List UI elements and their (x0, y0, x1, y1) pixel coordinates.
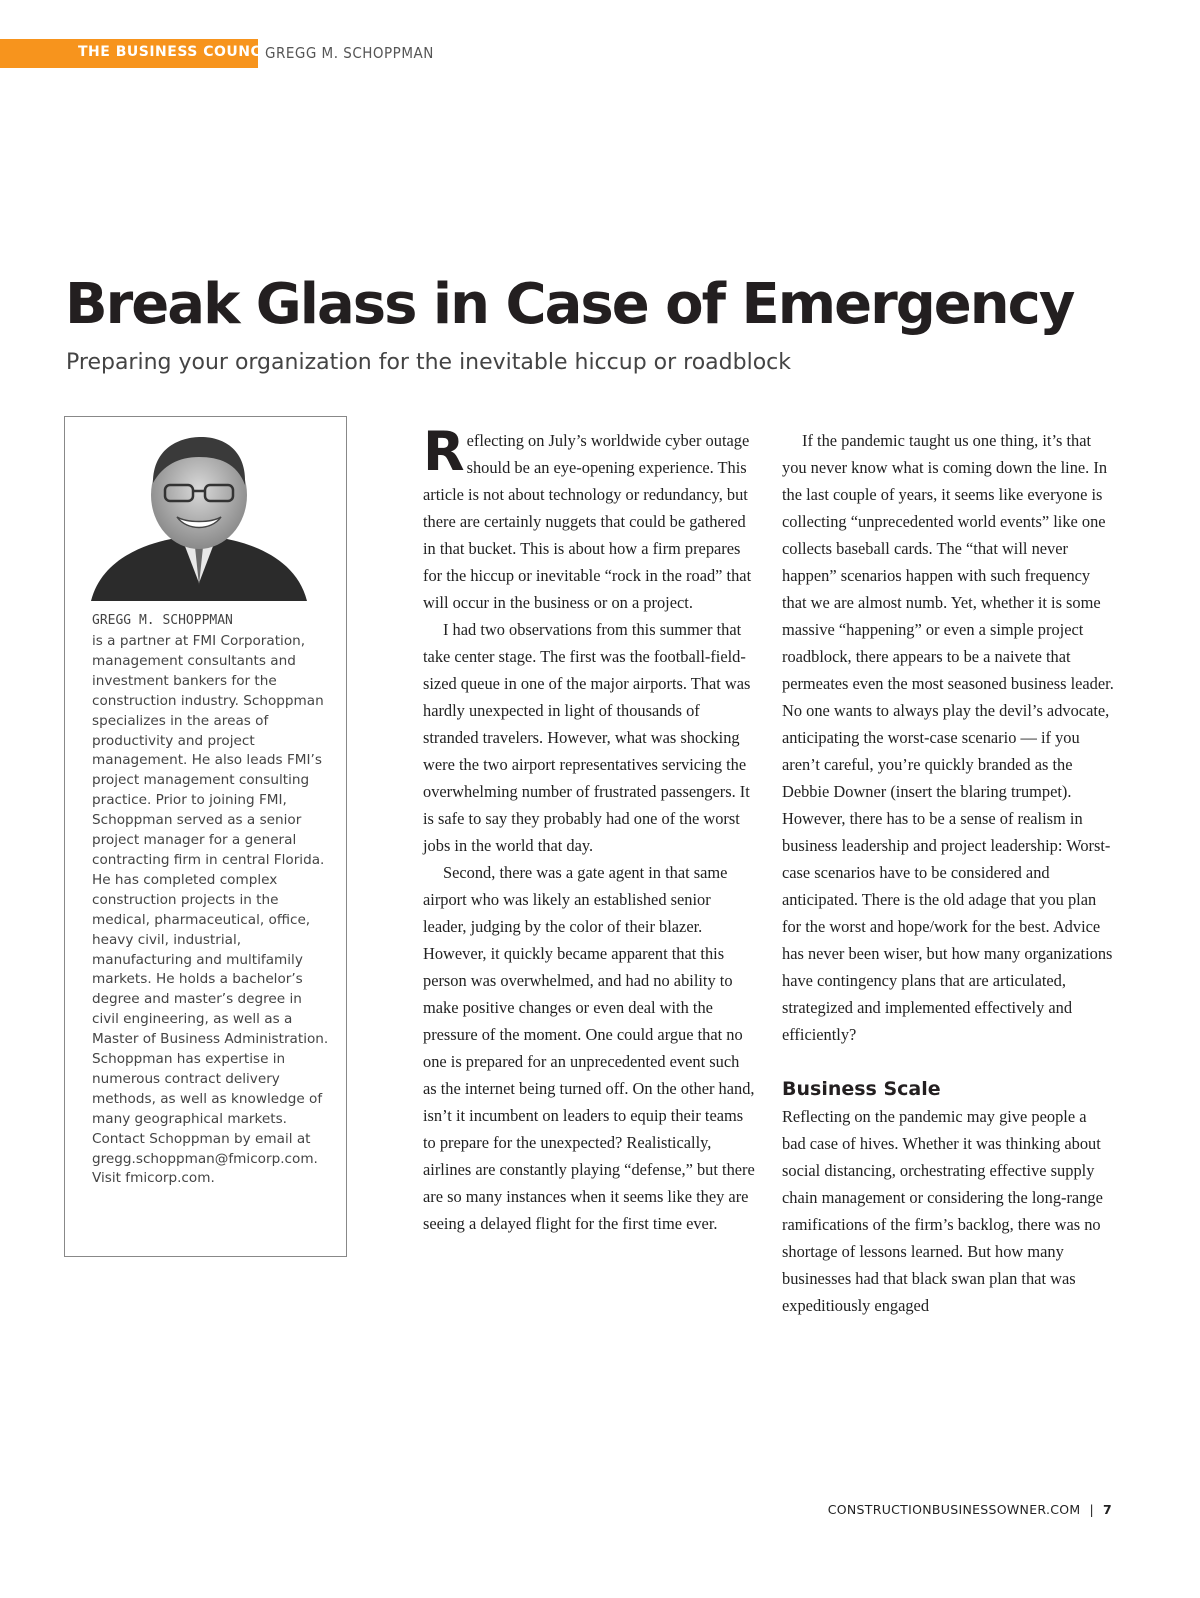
header-author: GREGG M. SCHOPPMAN (265, 44, 434, 62)
paragraph-text: eflecting on July’s worldwide cyber outage should be an eye-opening experience. This article is not about technology or redundancy, but there are certainly nuggets that could be gathered in that bucket. This is about how a firm prepares for the hiccup or inevitable “rock in the road” that will occur in the business or on a project. (423, 431, 752, 612)
section-label: THE BUSINESS COUNCIL (78, 44, 277, 60)
drop-cap: R (423, 420, 465, 483)
paragraph: If the pandemic taught us one thing, it’s that you never know what is coming down the line. In the last couple of years, it seems like everyone is collecting “unprecedented world events” like one collects baseball cards. The “that will never happen” scenarios happen with such frequency that we are almost numb. Yet, whether it is some massive “happening” or even a simple project roadblock, there appears to be a naivete that permeates even the most seasoned business leader. No one wants to always play the devil’s advocate, anticipating the worst-case scenario — if you aren’t careful, you’re quickly branded as the Debbie Downer (insert the blaring trumpet). However, there has to be a sense of realism in business leadership and project leadership: Worst-case scenarios have to be considered and anticipated. There is the old adage that you plan for the worst and hope/work for the best. Advice has never been wiser, but how many organizations have contingency plans that are articulated, strategized and implemented effectively and efficiently? (782, 431, 1114, 1044)
paragraph: I had two observations from this summer that take center stage. The first was the football-field-sized queue in one of the major airports. That was hardly unexpected in light of thousands of stranded travelers. However, what was shocking were the two airport representatives servicing the overwhelming number of frustrated passengers. It is safe to say they probably had one of the worst jobs in the world that day. (423, 620, 751, 855)
bio-name: GREGG M. SCHOPPMAN (92, 613, 233, 628)
article-subtitle: Preparing your organization for the inevitable hiccup or roadblock (66, 350, 791, 375)
paragraph (423, 420, 755, 616)
footer-separator: | (1089, 1502, 1094, 1517)
section-subhead: Business Scale (782, 1078, 941, 1100)
paragraph: Reflecting on the pandemic may give people a bad case of hives. Whether it was thinking about social distancing, orchestrating effective supply chain management or considering the long-range ramifications of the firm’s backlog, there was no shortage of lessons learned. But how many businesses had that black swan plan that was expeditiously engaged (782, 1107, 1103, 1315)
author-bio-box (64, 416, 347, 1257)
page-footer (828, 1502, 1112, 1517)
bio-text: is a partner at FMI Corporation, management consultants and investment bankers for the construction industry. Schoppman specializes in the areas of productivity and project management. He also leads FMI’s project management consulting practice. Prior to joining FMI, Schoppman served as a senior project manager for a general contracting firm in central Florida. He has completed complex construction projects in the medical, pharmaceutical, office, heavy civil, industrial, manufacturing and multifamily markets. He holds a bachelor’s degree and master’s degree in civil engineering, as well as a Master of Business Administration. Schoppman has expertise in numerous contract delivery methods, as well as knowledge of many geographical markets. Contact Schoppman by email at gregg.schoppman@fmicorp.com. Visit fmicorp.com. (92, 633, 329, 1187)
author-portrait (91, 433, 307, 601)
footer-site: CONSTRUCTIONBUSINESSOWNER.COM (827, 1502, 1081, 1517)
article-column-2 (782, 427, 1114, 1319)
page-number: 7 (1103, 1502, 1112, 1517)
article-column-1 (423, 420, 755, 1237)
paragraph: Second, there was a gate agent in that same airport who was likely an established senior leader, judging by the color of their blazer. However, it quickly became apparent that this person was overwhelmed, and had no ability to make positive changes or even deal with the pressure of the moment. One could argue that no one is prepared for an unprecedented event such as the internet being turned off. On the other hand, isn’t it incumbent on leaders to equip their teams to prepare for the unexpected? Realistically, airlines are constantly playing “defense,” but there are so many instances when it seems like they are seeing a delayed flight for the first time ever. (423, 863, 755, 1233)
article-title: Break Glass in Case of Emergency (65, 272, 1074, 337)
